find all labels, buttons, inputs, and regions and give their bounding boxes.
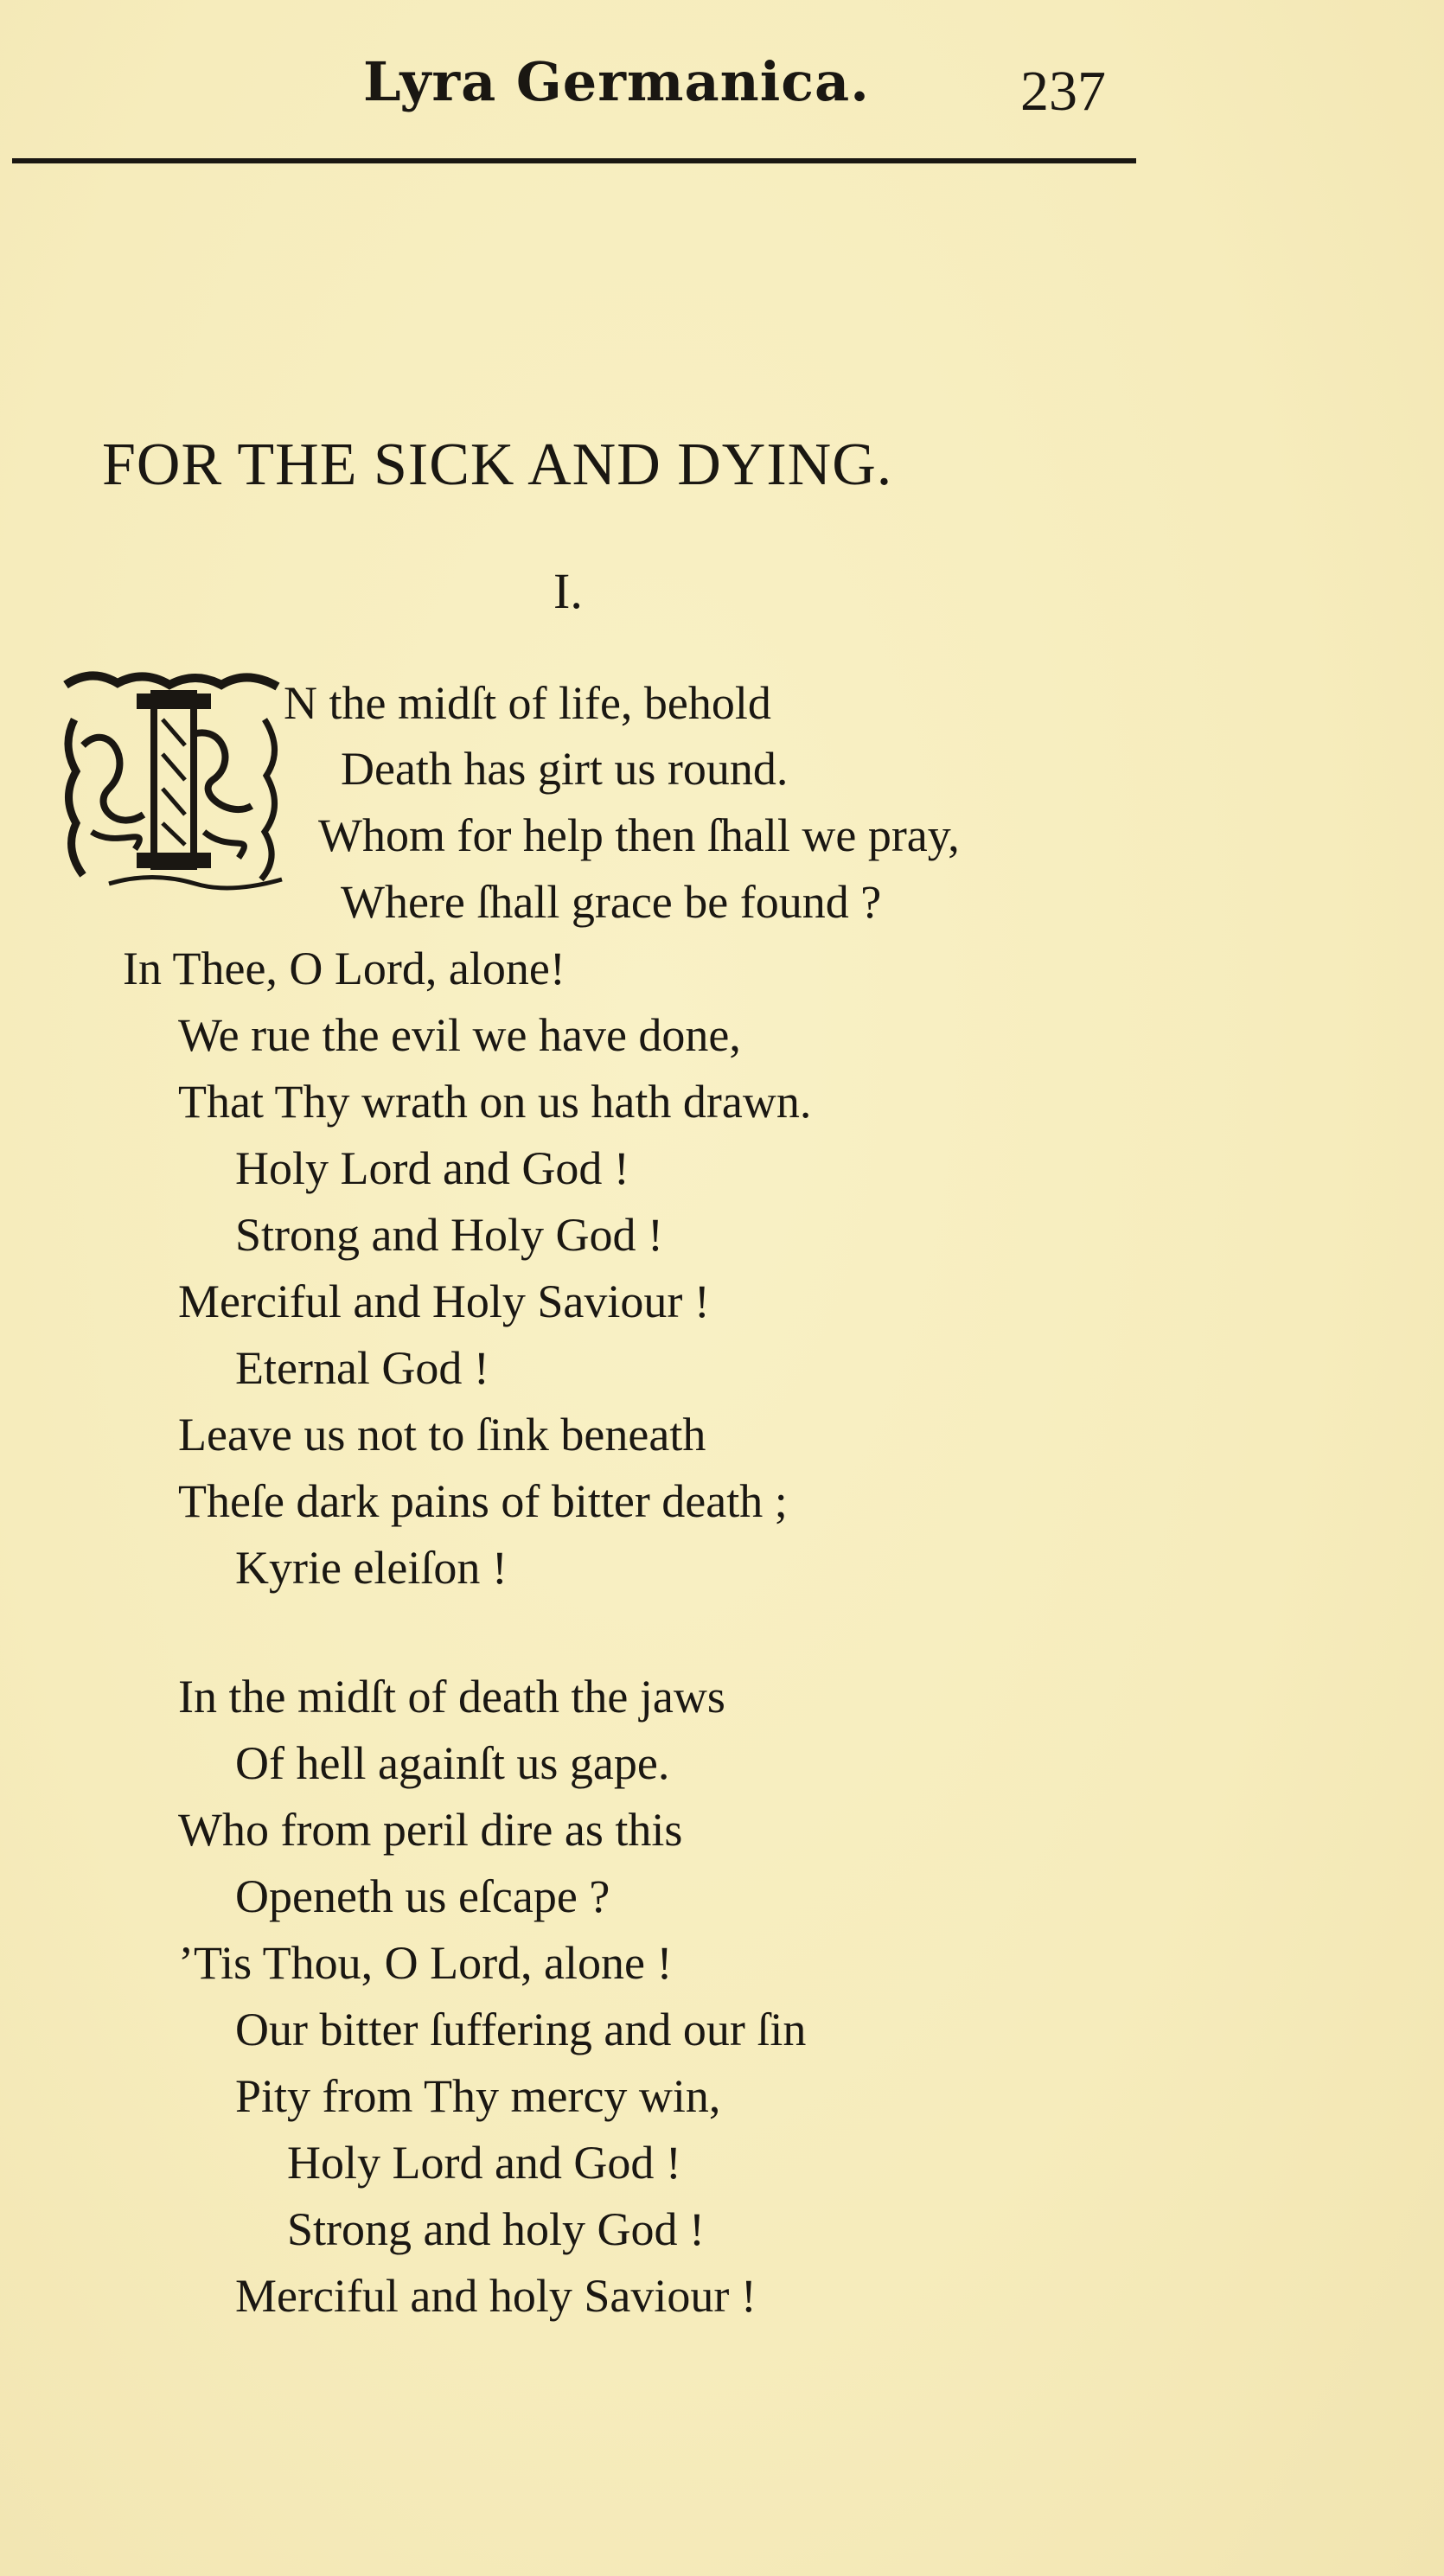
verse-line: Death has girt us round. bbox=[341, 743, 789, 795]
verse-line: Strong and Holy God ! bbox=[235, 1209, 663, 1261]
verse-line: Of hell againſt us gape. bbox=[235, 1737, 670, 1789]
verse-line: Whom for help then ſhall we pray, bbox=[318, 809, 960, 861]
verse-line: Merciful and holy Saviour ! bbox=[235, 2270, 757, 2322]
page-number: 237 bbox=[1020, 60, 1106, 123]
verse-line: Pity from Thy mercy win, bbox=[235, 2070, 721, 2122]
verse-line: Strong and holy God ! bbox=[287, 2203, 705, 2255]
verse-line: That Thy wrath on us hath drawn. bbox=[178, 1076, 812, 1128]
hymn-title: FOR THE SICK AND DYING. bbox=[102, 431, 893, 498]
verse-line: Our bitter ſuffering and our ſin bbox=[235, 2004, 807, 2055]
verse-line: Where ſhall grace be found ? bbox=[341, 876, 882, 928]
header-rule bbox=[12, 158, 1136, 163]
verse-line: We rue the evil we have done, bbox=[178, 1009, 741, 1061]
verse-line: Leave us not to ſink beneath bbox=[178, 1409, 706, 1461]
verse-line: Holy Lord and God ! bbox=[235, 1142, 629, 1194]
verse-line: ’Tis Thou, O Lord, alone ! bbox=[178, 1937, 673, 1989]
verse-line: Kyrie eleiſon ! bbox=[235, 1542, 508, 1594]
ornamental-initial-icon bbox=[57, 668, 291, 892]
verse-line: Who from peril dire as this bbox=[178, 1804, 683, 1856]
verse-line: N the midſt of life, behold bbox=[284, 677, 771, 729]
verse-line: In Thee, O Lord, alone! bbox=[123, 943, 565, 994]
verse-line: Eternal God ! bbox=[235, 1342, 489, 1394]
verse-line: Openeth us eſcape ? bbox=[235, 1870, 610, 1922]
verse-line: Theſe dark pains of bitter death ; bbox=[178, 1475, 788, 1527]
verse-line: Merciful and Holy Saviour ! bbox=[178, 1275, 710, 1327]
running-head: Lyra Germanica. bbox=[363, 50, 870, 113]
verse-line: In the midſt of death the jaws bbox=[178, 1671, 725, 1723]
section-number: I. bbox=[553, 563, 583, 619]
verse-line: Holy Lord and God ! bbox=[287, 2137, 681, 2189]
